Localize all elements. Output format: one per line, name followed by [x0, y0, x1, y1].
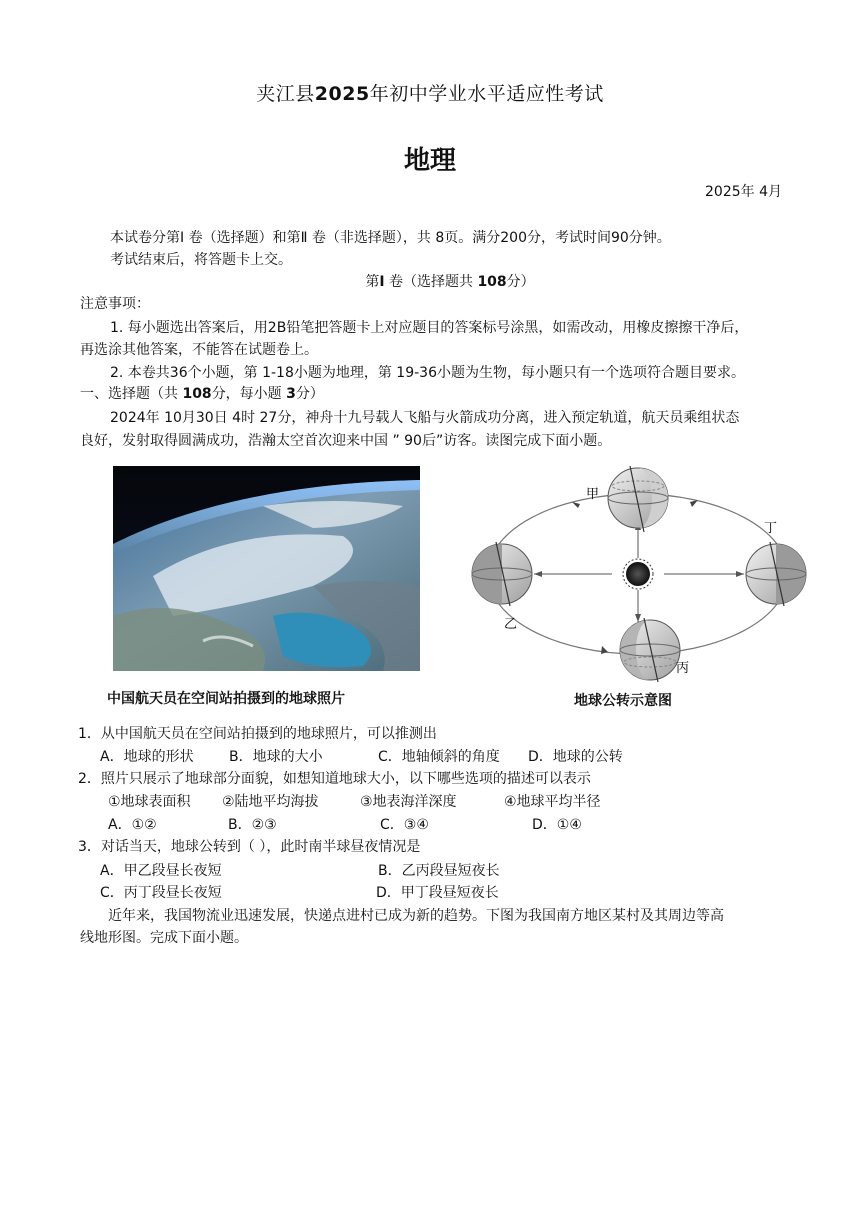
- label-ding: 丁: [764, 521, 778, 536]
- q1-option-c[interactable]: C．地轴倾斜的角度: [378, 749, 500, 765]
- note-1-line-a: 1. 每小题选出答案后，用2B铅笔把答题卡上对应题目的答案标号涂黑，如需改动，用橡皮擦擦干净后，: [110, 320, 749, 336]
- sun-icon: [626, 562, 650, 586]
- passage-1-line-b: 良好，发射取得圆满成功，浩瀚太空首次迎来中国 ” 90后”访客。读图完成下面小题。: [80, 433, 612, 449]
- title-county: 夹江县: [256, 83, 315, 105]
- orbit-caption: 地球公转示意图: [574, 693, 672, 709]
- part1-heading-pre: 一、选择题（共: [80, 386, 183, 402]
- note-1-line-b: 再选涂其他答案，不能答在试题卷上。: [80, 342, 318, 358]
- earth-globe-bing-icon: [620, 618, 680, 682]
- earth-globe-yi-icon: [472, 542, 532, 606]
- part1-heading-each: 3: [286, 386, 296, 402]
- arrow-icon: [635, 614, 641, 622]
- q2-item-1: ①地球表面积: [108, 794, 191, 810]
- q1-option-b[interactable]: B．地球的大小: [229, 749, 323, 765]
- q2-option-b[interactable]: B．②③: [228, 817, 277, 833]
- orbit-arrow-icon: [690, 500, 698, 507]
- label-jia: 甲: [586, 487, 600, 502]
- label-bing: 丙: [676, 661, 690, 676]
- question-3-options-row-1: [0, 860, 860, 880]
- question-3-options-row-2: [0, 882, 860, 902]
- arrow-icon: [736, 571, 744, 577]
- arrow-icon: [534, 571, 542, 577]
- orbit-diagram-svg: [468, 462, 810, 682]
- part1-heading: [80, 384, 324, 404]
- section-post: 分）: [506, 274, 535, 290]
- earth-globe-ding-icon: [746, 542, 806, 606]
- question-2-stem: 2．照片只展示了地球部分面貌，如想知道地球大小，以下哪些选项的描述可以表示: [78, 771, 591, 787]
- question-1-stem: 1．从中国航天员在空间站拍摄到的地球照片，可以推测出: [78, 726, 437, 742]
- exam-date: 2025年 4月: [705, 184, 782, 200]
- passage-1-line-a: 2024年 10月30日 4时 27分，神舟十九号载人飞船与火箭成功分离，进入预定轨道，航天员乘组状态: [110, 410, 740, 426]
- question-3-stem: 3．对话当天，地球公转到（ ），此时南半球昼夜情况是: [78, 839, 421, 855]
- q2-option-a[interactable]: A．①②: [108, 817, 157, 833]
- q2-item-3: ③地表海洋深度: [360, 794, 457, 810]
- title-rest: 年初中学业水平适应性考试: [369, 83, 604, 105]
- q3-option-b[interactable]: B．乙丙段昼短夜长: [378, 863, 500, 879]
- section-num: Ⅰ: [379, 274, 385, 290]
- q1-option-d[interactable]: D．地球的公转: [528, 749, 623, 765]
- q1-option-a[interactable]: A．地球的形状: [100, 749, 194, 765]
- photo-caption: 中国航天员在空间站拍摄到的地球照片: [107, 691, 345, 707]
- q2-option-c[interactable]: C．③④: [380, 817, 429, 833]
- section-pre: 第: [365, 274, 380, 290]
- label-yi: 乙: [504, 617, 518, 632]
- subject-title: 地理: [403, 146, 456, 176]
- exam-title: [0, 79, 860, 106]
- earth-photo-image: [113, 466, 420, 671]
- q2-item-2: ②陆地平均海拔: [222, 794, 319, 810]
- question-2-items: [0, 791, 860, 811]
- passage-2-line-2: 线地形图。完成下面小题。: [80, 930, 248, 946]
- note-2: 2. 本卷共36个小题，第 1-18小题为地理，第 19-36小题为生物，每小题只有一个选项符合题目要求。: [110, 365, 745, 381]
- intro-line-1: 本试卷分第Ⅰ 卷（选择题）和第Ⅱ 卷（非选择题），共 8页。满分200分，考试时间90分钟。: [110, 230, 671, 246]
- earth-photo: [113, 466, 420, 671]
- q3-option-a[interactable]: A．甲乙段昼长夜短: [100, 863, 222, 879]
- passage-2-line-1: 近年来，我国物流业迅速发展，快递点进村已成为新的趋势。下图为我国南方地区某村及其周边等高: [108, 908, 724, 924]
- question-1-options: [0, 746, 860, 766]
- notes-heading: 注意事项：: [80, 296, 150, 312]
- orbit-arrow-icon: [572, 502, 580, 508]
- title-year: 2025: [314, 83, 370, 105]
- q3-option-d[interactable]: D．甲丁段昼短夜长: [376, 885, 499, 901]
- section-mid: 卷（选择题共: [384, 274, 478, 290]
- question-2-options: [0, 814, 860, 834]
- part1-heading-score: 108: [182, 386, 212, 402]
- intro-line-2: 考试结束后，将答题卡上交。: [110, 252, 292, 268]
- earth-globe-jia-icon: [608, 466, 668, 532]
- part1-heading-mid: 分，每小题: [211, 386, 287, 402]
- q2-item-4: ④地球平均半径: [504, 794, 601, 810]
- section-heading: [0, 272, 860, 292]
- orbit-diagram: [468, 462, 810, 682]
- q3-option-c[interactable]: C．丙丁段昼长夜短: [100, 885, 222, 901]
- part1-heading-post: 分）: [295, 386, 324, 402]
- q2-option-d[interactable]: D．①④: [532, 817, 582, 833]
- section-score: 108: [477, 274, 507, 290]
